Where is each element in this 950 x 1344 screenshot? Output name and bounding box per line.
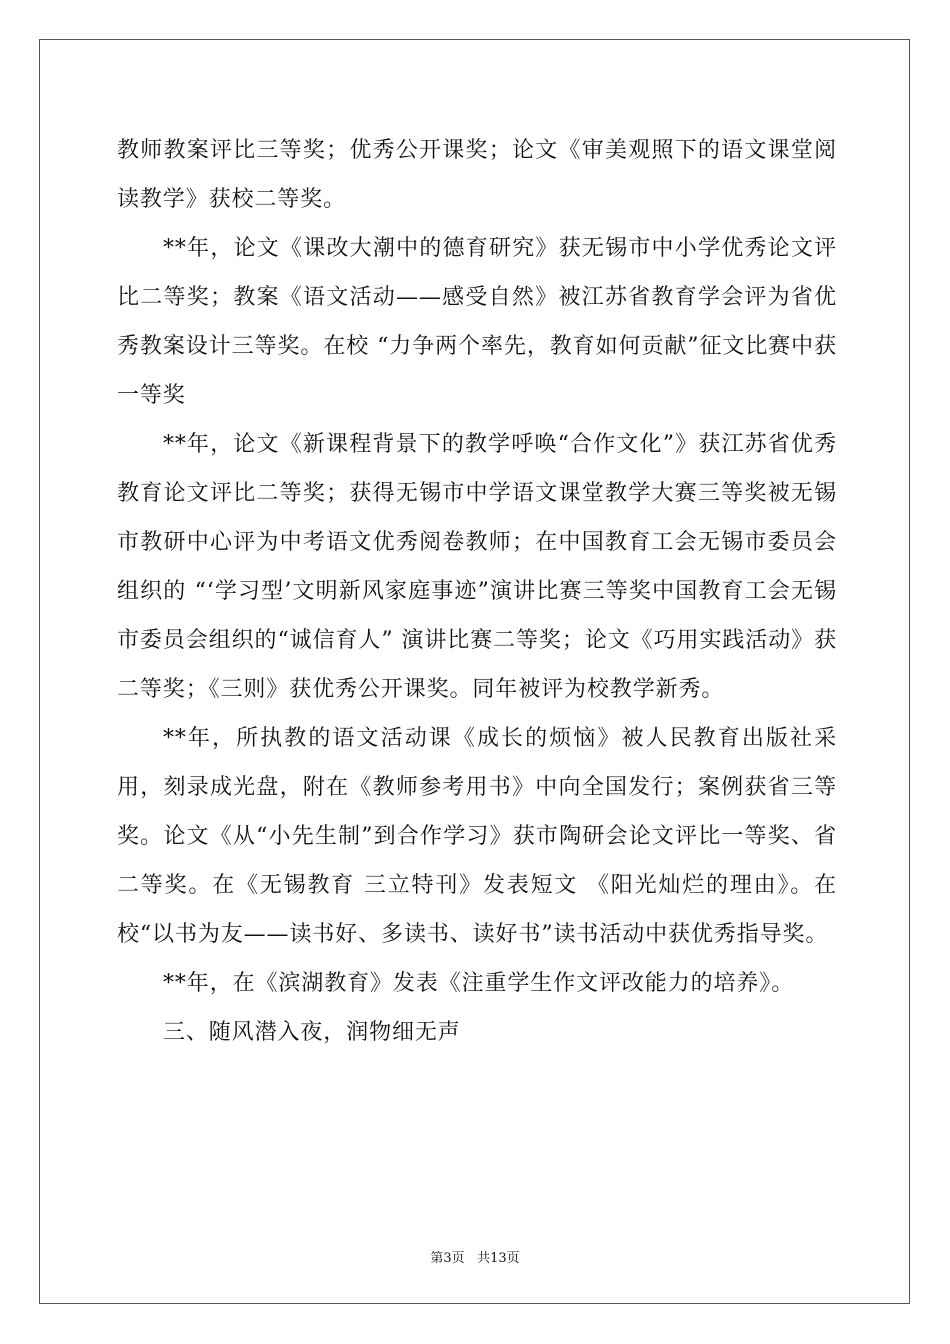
page-footer <box>0 1247 950 1266</box>
paragraph-continuation: 教师教案评比三等奖；优秀公开课奖；论文《审美观照下的语文课堂阅读教学》获校二等奖。 <box>117 138 837 212</box>
page-total: 共13页 <box>477 1251 520 1266</box>
section-heading: 三、随风潜入夜，润物细无声 <box>163 1020 461 1045</box>
paragraph-year-3: **年，所执教的语文活动课《成长的烦恼》被人民教育出版社采用，刻录成光盘，附在《教师参考用书》中向全国发行；案例获省三等奖。论文《从“小先生制”到合作学习》获市陶研会论文评比一等奖、省二等奖。在《无锡教育 三立特刊》发表短文 《阳光灿烂的理由》。在校“以书为友——读书好、多读书、读好书”读书活动中获优秀指导奖。 <box>117 726 837 947</box>
paragraph-year-1: **年，论文《课改大潮中的德育研究》获无锡市中小学优秀论文评比二等奖；教案《语文活动——感受自然》被江苏省教育学会评为省优秀教案设计三等奖。在校 “力争两个率先，教育如何贡献”征文比赛中获一等奖 <box>117 236 837 408</box>
paragraph-year-4: **年，在《滨湖教育》发表《注重学生作文评改能力的培养》。 <box>163 971 795 996</box>
page-number: 第3页 <box>430 1251 465 1266</box>
paragraph-year-2: **年，论文《新课程背景下的教学呼唤“合作文化”》获江苏省优秀教育论文评比二等奖；获得无锡市中学语文课堂教学大赛三等奖被无锡市教研中心评为中考语文优秀阅卷教师；在中国教育工会无锡市委员会组织的 “‘学习型’文明新风家庭事迹”演讲比赛三等奖中国教育工会无锡市委员会组织的“诚信育人” 演讲比赛二等奖；论文《巧用实践活动》获二等奖；《三则》获优秀公开课奖。同年被评为校教学新秀。 <box>117 432 837 702</box>
document-body <box>117 126 837 1057</box>
